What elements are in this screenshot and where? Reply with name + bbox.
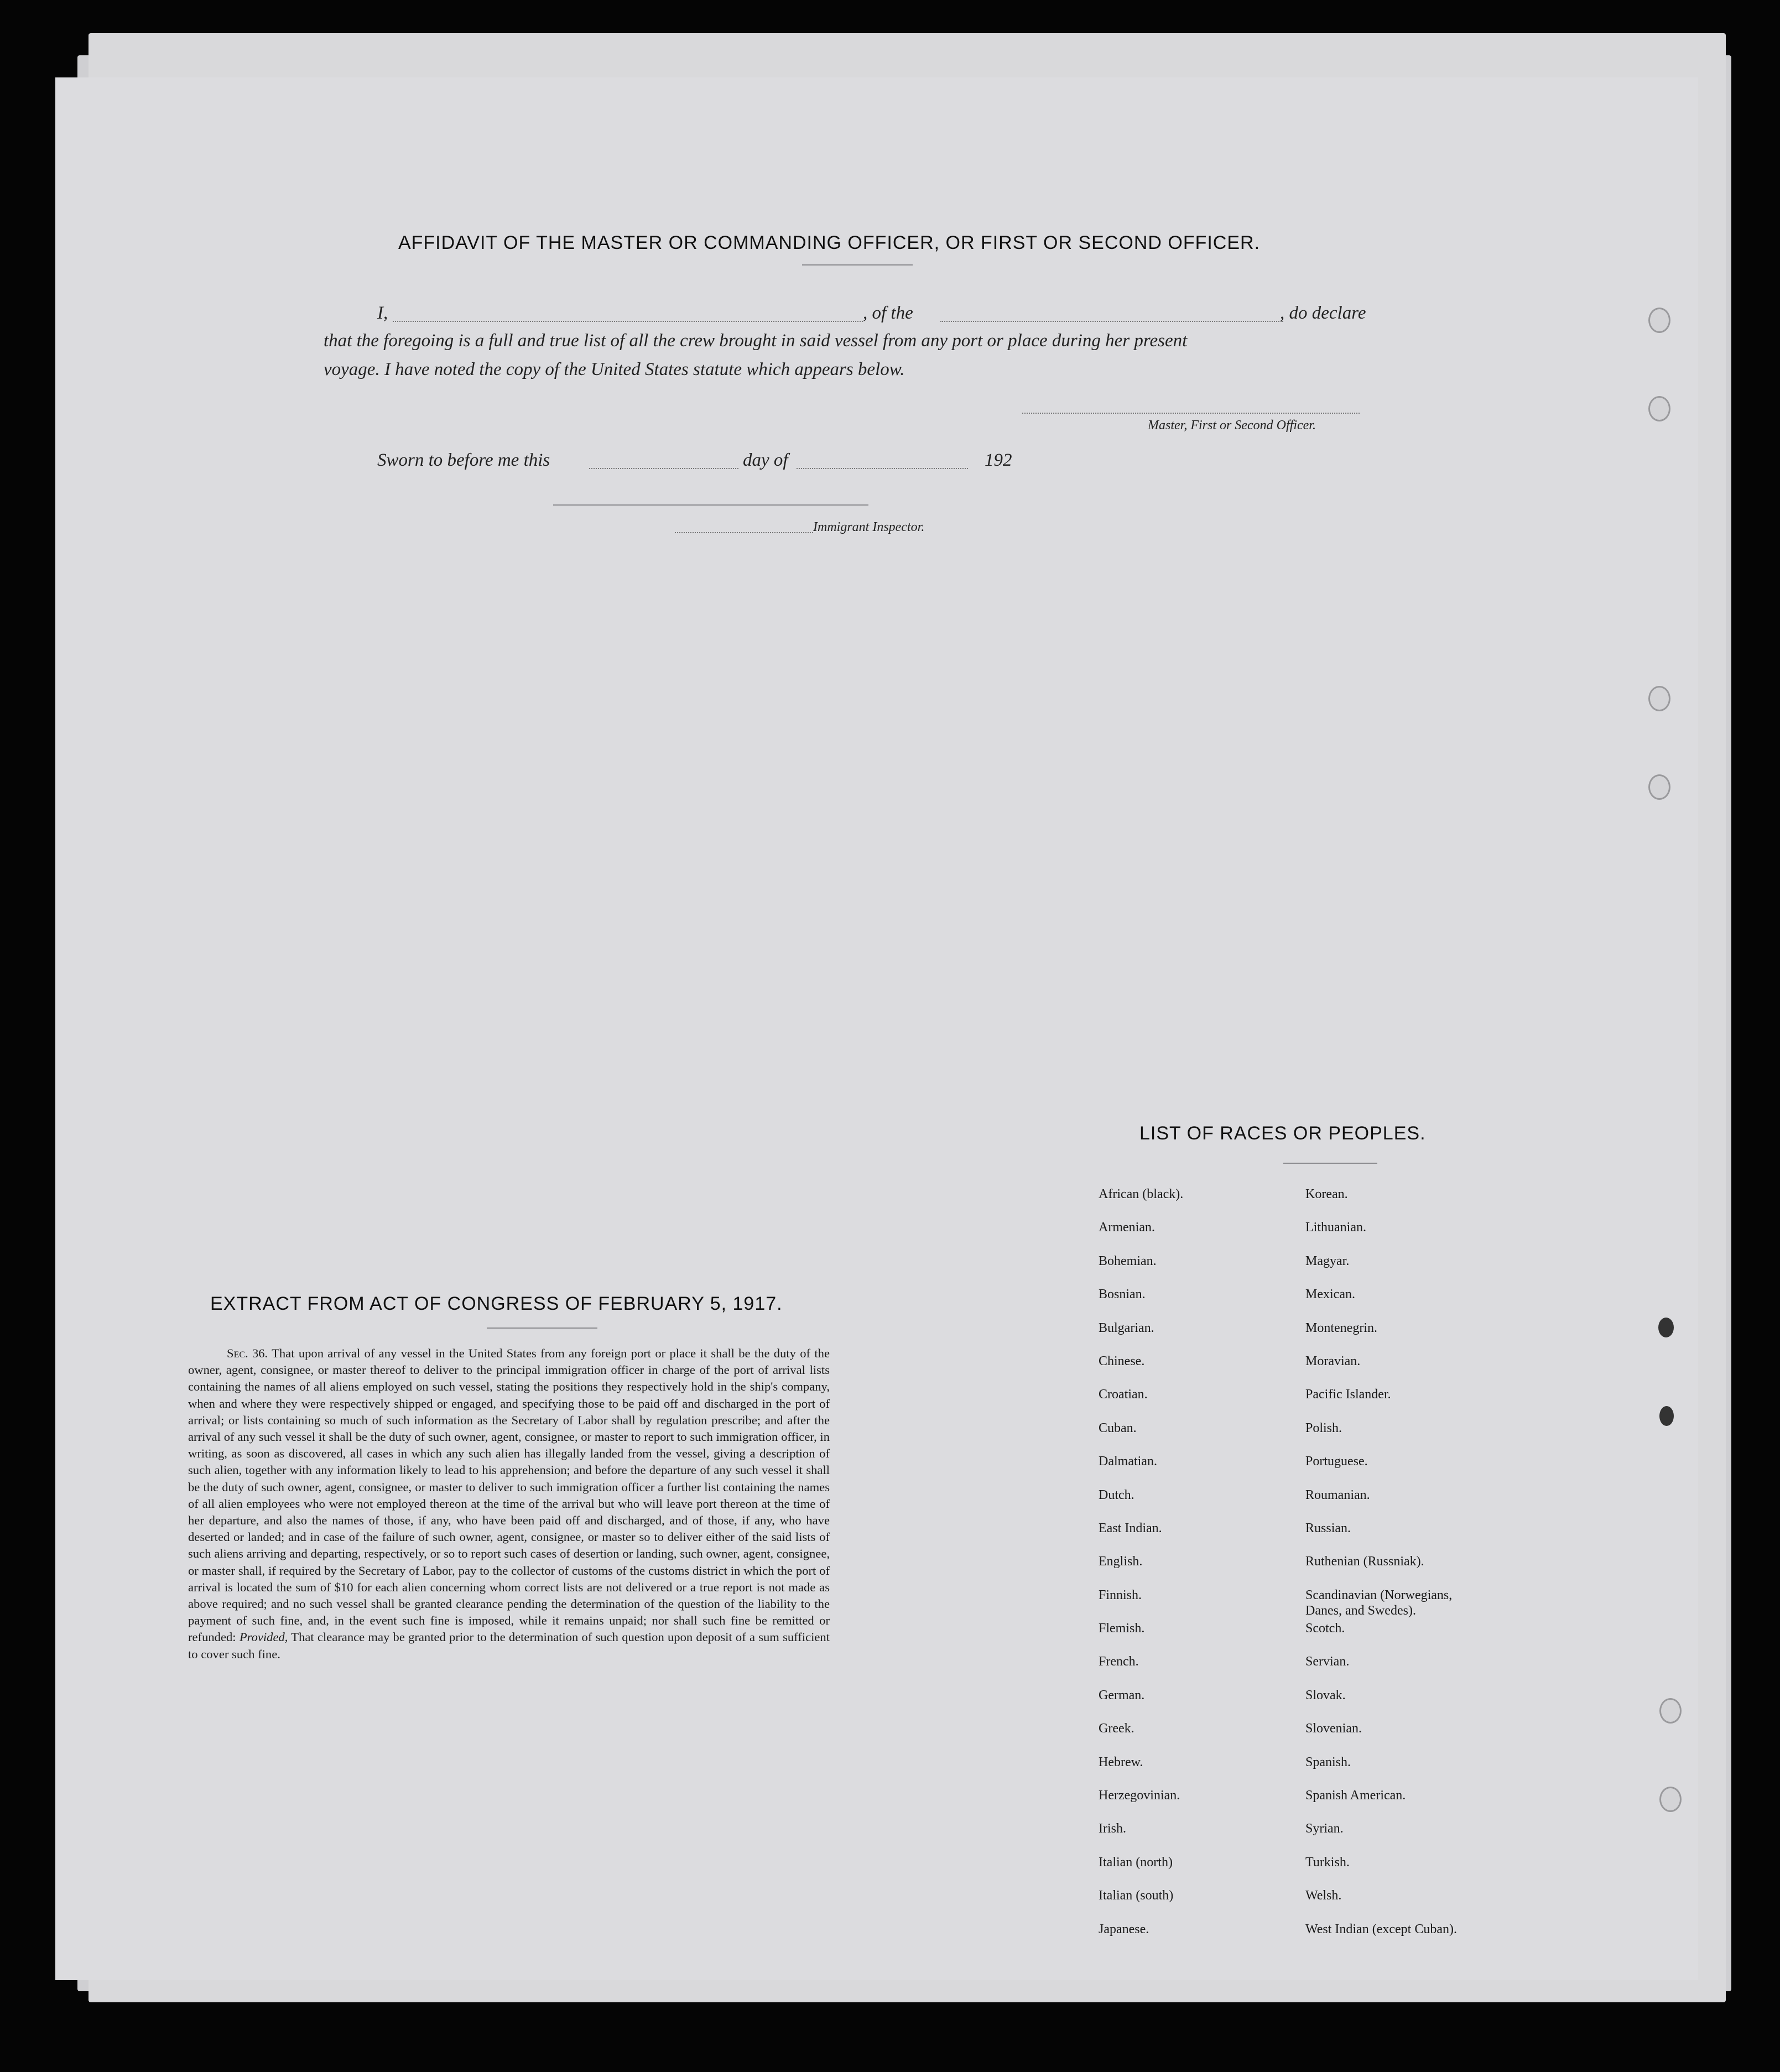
race-item: German. [1099,1688,1145,1703]
race-item: Ruthenian (Russniak). [1305,1554,1424,1569]
vessel-name-field[interactable] [940,321,1283,322]
race-item: Dalmatian. [1099,1454,1157,1469]
master-signature-field[interactable] [1022,413,1360,414]
punch-hole [1648,308,1670,333]
inspector-signature-field[interactable] [675,532,813,533]
races-list-left [1099,1186,1183,1955]
race-item: French. [1099,1654,1139,1669]
race-item: West Indian (except Cuban). [1305,1922,1457,1936]
extract-title: EXTRACT FROM ACT OF CONGRESS OF FEBRUARY 5, 1917. [210,1293,783,1314]
provided-label: Provided, [239,1630,288,1644]
race-item: Syrian. [1305,1821,1344,1836]
master-signature-label: Master, First or Second Officer. [1148,418,1316,433]
inspector-label: Immigrant Inspector. [813,520,925,534]
affidavit-line-2: that the foregoing is a full and true list of all the crew brought in said vessel from any port or place during her present [324,331,1188,351]
race-item: Moravian. [1305,1353,1361,1368]
race-item: Spanish. [1305,1755,1351,1769]
statute-body: That upon arrival of any vessel in the United States from any foreign port or place it shall be the duty of the owner, agent, consignee, or master thereof to deliver to the principal immigration officer in charge of the port of arrival lists containing the names of all aliens employed on such vessel, stating the positions they respectively hold in the ship's company, when and where they were respectively shipped or engaged, and specifying those to be paid off and discharged in the port of arrival; or lists containing so much of such information as the Secretary of Labor shall by regulation prescribe; and after the arrival of any such vessel it shall be the duty of such owner, agent, consignee, or master to report to such immigration officer, in writing, as soon as discovered, all cases in which any such alien has illegally landed from the vessel, giving a description of such alien, together with any information likely to lead to his apprehension; and before the departure of any such vessel it shall be the duty of such owner, agent, consignee, or master to deliver to such immigration officer a further list containing the names of all alien employees who were not employed thereon at the time of the arrival but who will leave port thereon at the time of her departure, and also the names of those, if any, who have been paid off and discharged, and of those, if any, who have deserted or landed; and in case of the failure of such owner, agent, consignee, or master so to deliver either of the said lists of such aliens arriving and departing, respectively, or so to report such cases of desertion or landing, such owner, agent, consignee, or master shall, if required by the Secretary of Labor, pay to the collector of customs of the customs district in which the port of arrival is located the sum of $10 for each alien concerning whom correct lists are not delivered or a true report is not made as above required; and no such vessel shall be granted clearance pending the determination of the question of the liability to the payment of such fine, and, in the event such fine is imposed, while it remains unpaid; nor shall such fine be remitted or refunded: [188,1346,830,1644]
punch-hole [1659,1406,1674,1426]
statute-body-end: That clearance may be granted prior to the determination of such question upon deposit of a sum sufficient to cover such fine. [188,1630,830,1661]
race-item: Croatian. [1099,1387,1148,1402]
race-item: Cuban. [1099,1420,1137,1435]
extract-title-underline [487,1327,597,1329]
race-item: Flemish. [1099,1621,1145,1636]
section-label: Sec. 36. [227,1346,268,1360]
race-item: Hebrew. [1099,1755,1143,1769]
race-item: Korean. [1305,1187,1348,1201]
sworn-month-field[interactable] [797,468,968,469]
affidavit-line-3: voyage. I have noted the copy of the United States statute which appears below. [324,360,905,379]
race-item: Armenian. [1099,1220,1155,1235]
punch-hole [1648,686,1670,711]
race-item: Scandinavian (Norwegians, Danes, and Swedes). [1305,1587,1453,1618]
of-the-label: , of the [863,303,913,323]
race-item: Servian. [1305,1654,1350,1669]
race-item: Chinese. [1099,1353,1145,1368]
race-item: Italian (south) [1099,1888,1174,1903]
race-item: Italian (north) [1099,1855,1173,1870]
race-item: Slovak. [1305,1688,1346,1703]
races-list-right [1305,1186,1457,1955]
title-underline [802,264,913,265]
affidavit-title: AFFIDAVIT OF THE MASTER OR COMMANDING OFFICER, OR FIRST OR SECOND OFFICER. [398,232,1261,253]
race-item: English. [1099,1554,1143,1569]
race-item: Pacific Islander. [1305,1387,1391,1402]
master-name-field[interactable] [393,321,863,322]
race-item: Roumanian. [1305,1487,1370,1502]
affidavit-i-label: I, [377,303,388,323]
race-item: Bulgarian. [1099,1320,1154,1335]
races-title: LIST OF RACES OR PEOPLES. [1139,1123,1426,1144]
race-item: Magyar. [1305,1253,1350,1268]
race-item: Russian. [1305,1521,1351,1535]
race-item: Spanish American. [1305,1788,1406,1803]
race-item: Greek. [1099,1721,1134,1736]
punch-hole [1659,1787,1682,1812]
race-item: Finnish. [1099,1587,1142,1602]
race-item: Bohemian. [1099,1253,1157,1268]
punch-hole [1648,396,1670,421]
race-item: Lithuanian. [1305,1220,1366,1235]
races-title-underline [1283,1163,1377,1164]
race-item: African (black). [1099,1187,1184,1201]
punch-hole [1648,774,1670,800]
race-item: Irish. [1099,1821,1126,1836]
race-item: Japanese. [1099,1922,1149,1936]
race-item: Slovenian. [1305,1721,1362,1736]
race-item: Mexican. [1305,1287,1355,1302]
day-of-label: day of [743,450,788,470]
separator-rule [553,504,868,506]
race-item: Portuguese. [1305,1454,1368,1469]
race-item: Herzegovinian. [1099,1788,1180,1803]
race-item: Montenegrin. [1305,1320,1377,1335]
year-label: 192 [985,450,1012,470]
race-item: Dutch. [1099,1487,1134,1502]
statute-text [188,1345,830,1663]
race-item: Welsh. [1305,1888,1342,1903]
race-item: East Indian. [1099,1521,1162,1535]
sworn-label: Sworn to before me this [377,450,550,470]
race-item: Scotch. [1305,1621,1345,1636]
do-declare-label: , do declare [1280,303,1366,323]
race-item: Bosnian. [1099,1287,1146,1302]
punch-hole [1659,1698,1682,1724]
race-item: Turkish. [1305,1855,1350,1870]
sworn-day-field[interactable] [589,468,738,469]
punch-hole [1658,1318,1674,1337]
race-item: Polish. [1305,1420,1342,1435]
